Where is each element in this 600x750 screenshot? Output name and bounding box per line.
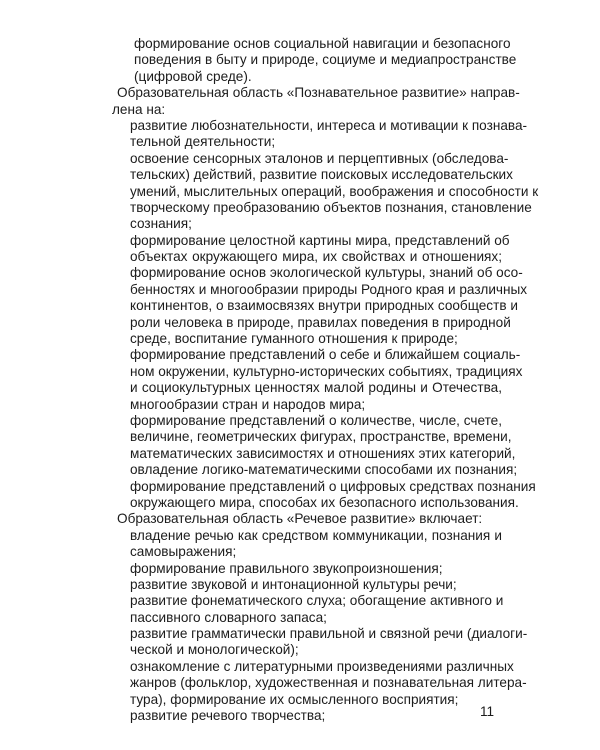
text-line: Образовательная область «Речевое развитие» включает: <box>117 511 483 527</box>
text-line: развитие любознательности, интереса и мотивации к познава- <box>130 117 528 133</box>
text-line: объектах окружающего мира, их свойствах и отношениях; <box>130 249 502 265</box>
text-line: формирование представлений о количестве, числе, счете, <box>130 412 502 428</box>
text-line: формирование основ экологической культуры, знаний об осо- <box>130 265 523 281</box>
text-line: развитие речевого творчества; <box>130 708 326 724</box>
text-line: формирование представлений о цифровых средствах познания <box>130 478 536 494</box>
text-line: владение речью как средством коммуникации, познания и <box>130 527 502 543</box>
text-line: умений, мыслительных операций, воображения и способности к <box>130 183 539 199</box>
text-line: величине, геометрических фигурах, пространстве, времени, <box>130 429 512 445</box>
text-line: Образовательная область «Познавательное развитие» направ- <box>117 85 520 101</box>
text-line: ознакомление с литературными произведениями различных <box>130 658 514 674</box>
text-line: развитие звуковой и интонационной культуры речи; <box>130 576 457 592</box>
text-line: многообразии стран и народов мира; <box>130 396 366 412</box>
text-line: формирование основ социальной навигации и безопасного <box>134 36 511 51</box>
text-line: и социокультурных ценностях малой родины и Отечества, <box>130 380 502 396</box>
text-line: окружающего мира, способах их безопасного использования. <box>130 494 519 510</box>
text-line: (цифровой среде). <box>134 68 252 84</box>
text-line: среде, воспитание гуманного отношения к природе; <box>130 331 458 347</box>
text-line: поведения в быту и природе, социуме и медиапространстве <box>134 52 517 68</box>
text-line: развитие грамматически правильной и связной речи (диалоги- <box>130 626 528 642</box>
text-line: овладение логико-математическими способами их познания; <box>130 462 518 478</box>
text-line: ном окружении, культурно-исторических событиях, традициях <box>130 363 523 379</box>
text-line: лена на: <box>112 101 166 117</box>
text-line: тельной деятельности; <box>130 134 276 150</box>
text-line: творческому преобразованию объектов познания, становление <box>130 199 532 215</box>
text-line: сознания; <box>130 216 192 232</box>
text-line: развитие фонематического слуха; обогащение активного и <box>130 593 504 609</box>
text-line: самовыражения; <box>130 544 237 560</box>
text-line: тура), формирование их осмысленного восприятия; <box>130 691 459 707</box>
page-number: 11 <box>480 704 495 719</box>
text-line: формирование целостной картины мира, представлений об <box>130 232 510 248</box>
text-line: математических зависимостях и отношениях этих категорий, <box>130 445 516 461</box>
body-text <box>112 36 539 724</box>
text-line: роли человека в природе, правилах поведения в природной <box>130 314 511 330</box>
text-line: пассивного словарного запаса; <box>130 609 327 625</box>
text-line: континентов, о взаимосвязях внутри природных сообществ и <box>130 298 518 314</box>
text-line: жанров (фольклор, художественная и познавательная литера- <box>130 675 527 691</box>
text-line: формирование представлений о себе и ближайшем социаль- <box>130 347 521 363</box>
text-line: освоение сенсорных эталонов и перцептивных (обследова- <box>130 150 509 166</box>
text-line: формирование правильного звукопроизношения; <box>130 560 443 576</box>
text-line: бенностях и многообразии природы Родного края и различных <box>130 281 528 297</box>
text-line: тельских) действий, развитие поисковых исследовательских <box>130 167 513 183</box>
text-line: ческой и монологической); <box>130 642 299 658</box>
